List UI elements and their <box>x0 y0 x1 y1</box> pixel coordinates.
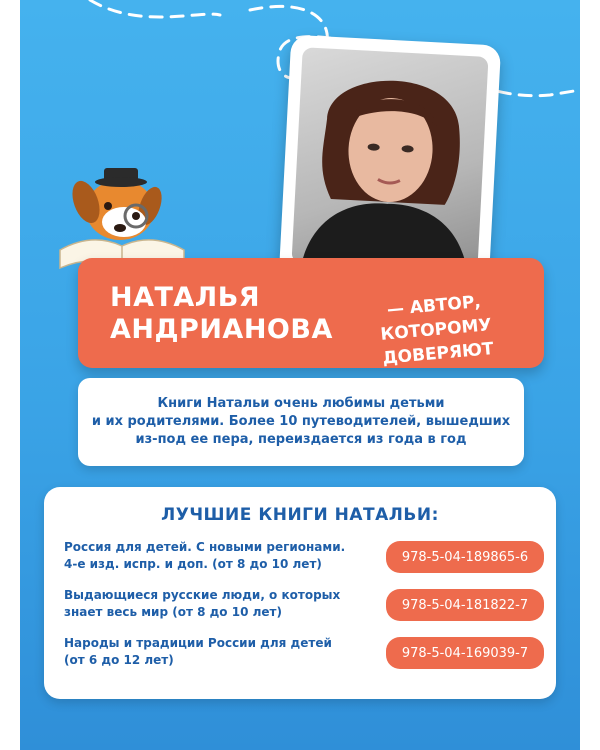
book-row <box>64 539 544 579</box>
author-name: НАТАЛЬЯ АНДРИАНОВА <box>110 282 333 345</box>
book-title: Народы и традиции России для детей (от 6 до 12 лет) <box>64 636 332 667</box>
book-title: Россия для детей. С новыми регионами. 4-е изд. испр. и доп. (от 8 до 10 лет) <box>64 540 346 571</box>
isbn-badge: 978-5-04-189865-6 <box>386 541 544 573</box>
author-name-banner <box>78 258 544 368</box>
book-row <box>64 587 544 627</box>
author-tagline: — АВТОР, КОТОРОМУ ДОВЕРЯЮТ <box>379 292 495 369</box>
description-text: Книги Натальи очень любимы детьми и их родителями. Более 10 путеводителей, вышедших из-под ее пера, переиздается из года в год <box>91 396 511 447</box>
best-books-card <box>44 487 556 699</box>
isbn-badge: 978-5-04-181822-7 <box>386 589 544 621</box>
isbn-badge: 978-5-04-169039-7 <box>386 637 544 669</box>
author-photo <box>291 47 488 272</box>
book-promo-poster <box>20 0 580 750</box>
book-title: Выдающиеся русские люди, о которых знает весь мир (от 8 до 10 лет) <box>64 588 341 619</box>
book-row <box>64 635 544 675</box>
best-books-heading: ЛУЧШИЕ КНИГИ НАТАЛЬИ: <box>161 505 439 525</box>
author-photo-frame <box>279 35 501 286</box>
author-portrait-illustration <box>291 47 488 272</box>
description-card <box>78 378 524 466</box>
